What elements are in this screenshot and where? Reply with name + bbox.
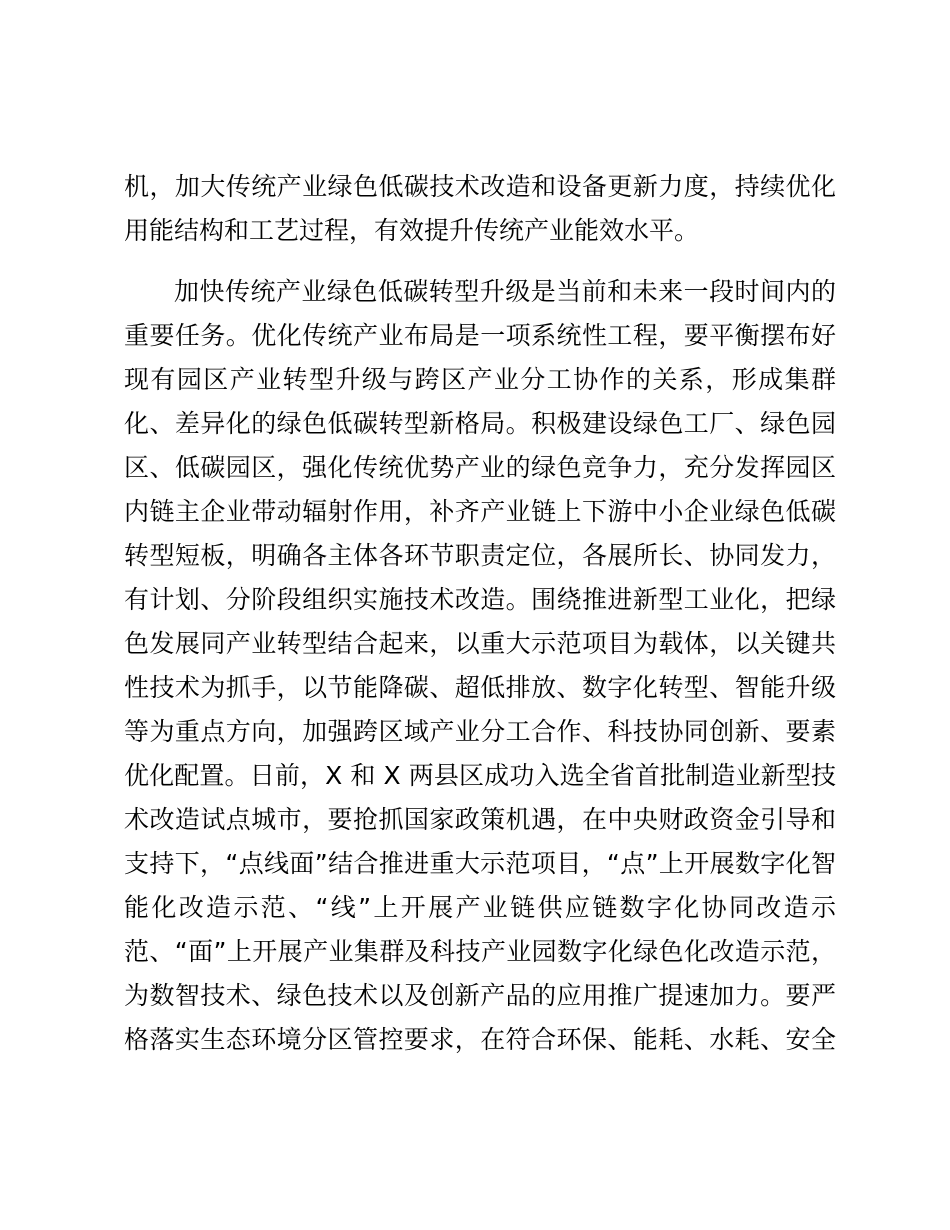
paragraph-2-line-11: 等为重点方向，加强跨区域产业分工合作、科技协同创新、要素 — [124, 717, 836, 746]
paragraph-2-line-2: 重要任务。优化传统产业布局是一项系统性工程，要平衡摆布好 — [124, 321, 836, 350]
paragraph-2-line-18: 格落实生态环境分区管控要求，在符合环保、能耗、水耗、安全 — [124, 1025, 836, 1054]
paragraph-2-line-7: 转型短板，明确各主体各环节职责定位，各展所长、协同发力， — [124, 541, 836, 570]
paragraph-1-line-1: 机，加大传统产业绿色低碳技术改造和设备更新力度，持续优化 — [124, 172, 836, 201]
paragraph-1-line-2: 用能结构和工艺过程，有效提升传统产业能效水平。 — [124, 216, 700, 245]
paragraph-2-line-10: 性技术为抓手，以节能降碳、超低排放、数字化转型、智能升级 — [124, 673, 836, 702]
paragraph-2-line-13: 术改造试点城市，要抢抓国家政策机遇，在中央财政资金引导和 — [124, 805, 836, 834]
paragraph-2-line-15: 能化改造示范、“线”上开展产业链供应链数字化协同改造示 — [124, 893, 836, 922]
paragraph-2-line-4: 化、差异化的绿色低碳转型新格局。积极建设绿色工厂、绿色园 — [124, 409, 836, 438]
paragraph-2-line-3: 现有园区产业转型升级与跨区产业分工协作的关系，形成集群 — [124, 365, 836, 394]
paragraph-2-line-12: 优化配置。日前，X 和 X 两县区成功入选全省首批制造业新型技 — [124, 761, 836, 790]
paragraph-2-line-17: 为数智技术、绿色技术以及创新产品的应用推广提速加力。要严 — [124, 981, 836, 1010]
paragraph-2-line-5: 区、低碳园区，强化传统优势产业的绿色竞争力，充分发挥园区 — [124, 453, 836, 482]
paragraph-2-line-8: 有计划、分阶段组织实施技术改造。围绕推进新型工业化，把绿 — [124, 585, 836, 614]
paragraph-2-line-14: 支持下，“点线面”结合推进重大示范项目，“点”上开展数字化智 — [124, 849, 836, 878]
paragraph-2-line-1: 加快传统产业绿色低碳转型升级是当前和未来一段时间内的 — [174, 277, 836, 306]
paragraph-2-line-9: 色发展同产业转型结合起来，以重大示范项目为载体，以关键共 — [124, 629, 836, 658]
paragraph-2-line-16: 范、“面”上开展产业集群及科技产业园数字化绿色化改造示范， — [124, 937, 836, 966]
paragraph-2-line-6: 内链主企业带动辐射作用，补齐产业链上下游中小企业绿色低碳 — [124, 497, 836, 526]
